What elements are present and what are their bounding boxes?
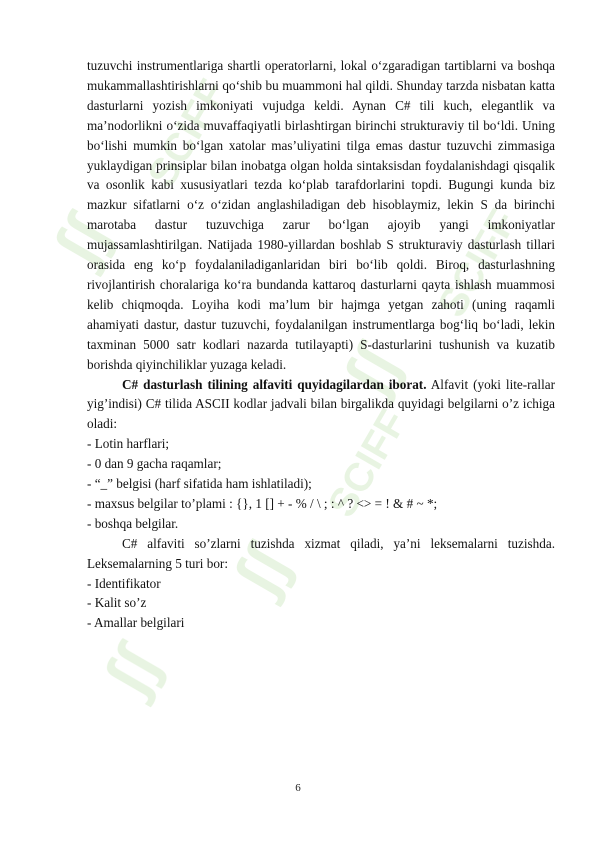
svg-text:ʃʃ: ʃʃ [329,334,414,407]
list-item: - “_” belgisi (harf sifatida ham ishlatiladi); [87,476,312,492]
svg-text:SCIFF: SCIFF [319,402,416,525]
list-item: - maxsus belgilar to’plami : {}, 1 [] + - % / \ ; : ^ ? <> = ! & # ~ *; [87,495,438,511]
lexeme-list [87,574,555,634]
paragraph-3: C# alfaviti so’zlarni tuzishda xizmat qiladi, ya’ni leksemalarni tuzishda. Leksemalarning 5 turi bor: [87,535,555,571]
page-number: 6 [295,782,301,794]
alphabet-list [87,434,555,534]
svg-text:SCIFF: SCIFF [139,72,236,195]
page-body [87,56,555,633]
list-item: - boshqa belgilar. [87,515,179,531]
svg-text:SCIFF: SCIFF [429,202,526,325]
paragraph-2-text: Alfavit (yoki lite-rallar yig’indisi) C# tilida ASCII kodlar jadvali bilan birgalikda quyidagi belgilarni o’z ichiga oladi: [87,376,555,432]
svg-text:ʃʃ: ʃʃ [39,204,124,277]
paragraph-1: tuzuvchi instrumentlariga shartli operatorlarni, lokal o‘zgaradigan tartiblarni va boshqa mukammallashtirishlarni qo‘shib bu muammoni hal qildi. Shunday tarzda nisbatan katta dasturlarni yozish imkoniyati vujudga keldi. Aynan C# tili kuch, elegantlik va ma’nodorlikni o‘zida muvaffaqiyatli birlashtirgan birinchi strukturaviy til bo‘ldi. Uning bo‘lishi mumkin bo‘lgan xatolar mas’uliyatini tilga emas dastur tuzuvchi zimmasiga yuklaydigan prinsiplar bilan inobatga olgan holda sintaksisdan foydalanishdagi qisqalik va osonlik kabi xususiyatlari tezda ko‘plab tarafdorlarini topdi. Bugungi kunda biz mazkur sifatlarni o‘z o‘zidan anglashiladigan deb hisoblaymiz, lekin S da birinchi marotaba dastur tuzuvchiga zarur bo‘lgan ajoyib yangi imkoniyatlar mujassamlashtirilgan. Natijada 1980-yillardan boshlab S strukturaviy dasturlash tillari orasida eng ko‘p foydalaniladiganlaridan biri bo‘lib qoldi. Biroq, dasturlashning rivojlantirish choralariga ko‘ra bundanda kattaroq dasturlarni qayta ishlash muammosi kelib chiqmoqda. Loyiha kodi ma’lum bir hajmga yetgan zahoti (uning raqamli ahamiyati dastur, dastur tuzuvchi, foydalanilgan instrumentlarga bog‘liq bo‘ladi, lekin taxminan 5000 satr kodlari nazarda tutilayapti) S-dasturlarini tushunish va kuzatib borishda qiyinchiliklar yuzaga keladi. [87,58,555,372]
list-item: - Kalit so’z [87,595,147,611]
paragraph-2-bold-lead: C# dasturlash tilining alfaviti quyidagilardan iborat. [122,376,427,392]
list-item: - 0 dan 9 gacha raqamlar; [87,456,222,472]
svg-text:ʃʃ: ʃʃ [219,534,304,607]
list-item: - Identifikator [87,575,161,591]
paragraph-2 [87,375,555,435]
list-item: - Lotin harflari; [87,436,170,452]
list-item: - Amallar belgilari [87,615,185,631]
svg-text:ʃʃ: ʃʃ [89,634,174,707]
